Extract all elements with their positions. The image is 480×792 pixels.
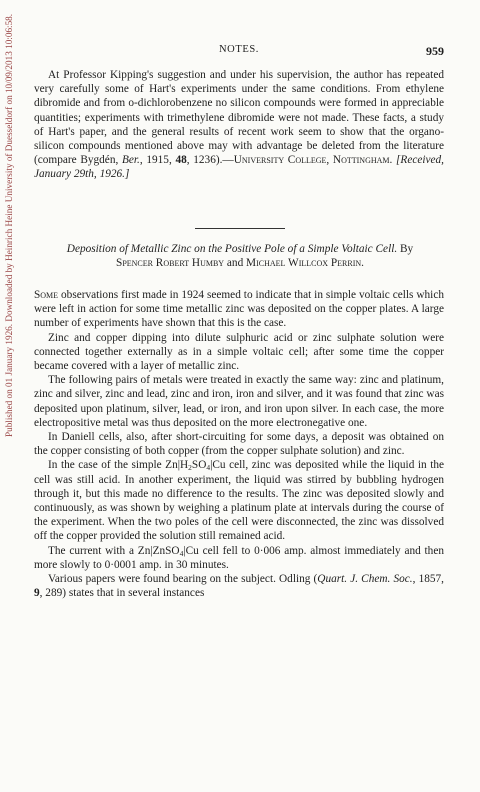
paragraph-6	[34, 544, 444, 572]
p7-text-a: Various papers were found bearing on the subject. Odling (	[48, 573, 318, 586]
page-number: 959	[426, 44, 444, 58]
running-title: NOTES.	[218, 44, 260, 55]
author-1: Spencer Robert Humby	[116, 257, 225, 270]
p6-subscript: 4	[179, 548, 184, 558]
page-header	[34, 44, 444, 58]
affiliation: University College, Nottingham.	[233, 154, 393, 167]
lead-word: Some	[34, 289, 59, 301]
paragraph-1-text: observations first made in 1924 seemed to indicate that in simple voltaic cells which were left in action for some time metallic zinc was deposited on the copper plates. A large number of experiments have shown that this is the case.	[34, 289, 444, 330]
p5-subscript-2: 4	[206, 463, 211, 473]
reference-year: , 1915,	[139, 154, 176, 167]
p6-text-a: The current with a Zn|ZnSO	[48, 544, 180, 557]
reference-page: , 1236).—	[186, 154, 234, 167]
p5-subscript-1: 2	[188, 463, 192, 473]
p7-journal: Quart. J. Chem. Soc.	[317, 573, 413, 586]
article-heading	[50, 242, 430, 270]
reference-volume: 48	[175, 154, 187, 167]
reference-journal: Ber.	[121, 154, 140, 167]
paragraph-2: Zinc and copper dipping into dilute sulphuric acid or zinc sulphate solution were connected together externally as in a simple voltaic cell; after some time the copper became covered with a layer of metallic zinc.	[34, 331, 444, 373]
byline-and: and	[226, 257, 244, 270]
p7-text-c: , 289) states that in several instances	[39, 587, 205, 600]
received-date: [Received, January 29th, 1926.]	[34, 154, 445, 181]
p7-text-b: , 1857,	[412, 573, 444, 586]
section-divider	[195, 228, 285, 229]
paragraph-1	[34, 288, 444, 331]
article-body	[34, 288, 444, 600]
article-title: Deposition of Metallic Zinc on the Positive Pole of a Simple Voltaic Cell.	[66, 243, 398, 255]
author-2: Michael Willcox Perrin.	[246, 257, 364, 270]
byline-by: By	[400, 243, 414, 255]
p5-text-b: SO	[191, 459, 207, 472]
paragraph-7	[34, 572, 444, 600]
paragraph-5	[34, 458, 444, 543]
p5-text-a: In the case of the simple Zn|H	[48, 459, 189, 472]
paragraph-3: The following pairs of metals were treated in exactly the same way: zinc and platinum, zinc and silver, zinc and lead, zinc and iron, iron and silver, and it was found that zinc was deposited upon platinum, silver, lead, or iron, and iron upon silver. In each case, the more electropositive metal was thus deposited on the more electronegative one.	[34, 374, 444, 429]
download-notice: Published on 01 January 1926. Downloaded by Heinrich Heine University of Duesseldorf on 10/09/2013 10:06:58.	[4, 14, 14, 438]
p5-text-c: |Cu cell, zinc was deposited while the liquid in the cell was still acid. In another experiment, the liquid was stirred by bubbling hydrogen through it, but this made no difference to the results. The zinc was deposited slowly and continuously, as was shown by weighing a platinum plate at intervals during the course of the experiment. When the two poles of the cell were disconnected, the zinc was dissolved off the copper provided the solution still remained acid.	[34, 459, 444, 543]
paragraph-4: In Daniell cells, also, after short-circuiting for some days, a deposit was obtained on the copper consisting of both copper (from the copper sulphate solution) and zinc.	[34, 431, 444, 458]
previous-note-end	[34, 68, 444, 182]
note-body: At Professor Kipping's suggestion and under his supervision, the author has repeated very carefully some of Hart's experiments under the same conditions. From ethylene dibromide and from o-dichlorobenzene no silicon compounds were formed in appreciable quantities; experiments with trimethylene dibromide were not made. These facts, a study of Hart's paper, and the general results of recent work seem to show that the organo-silicon compounds mentioned above may with advantage be deleted from the literature (compare Bygdén,	[34, 69, 444, 167]
p6-text-b: |Cu cell fell to 0·006 amp. almost immediately and then more slowly to 0·0001 amp. in 30 minutes.	[34, 544, 444, 571]
p7-volume: 9	[34, 587, 40, 600]
